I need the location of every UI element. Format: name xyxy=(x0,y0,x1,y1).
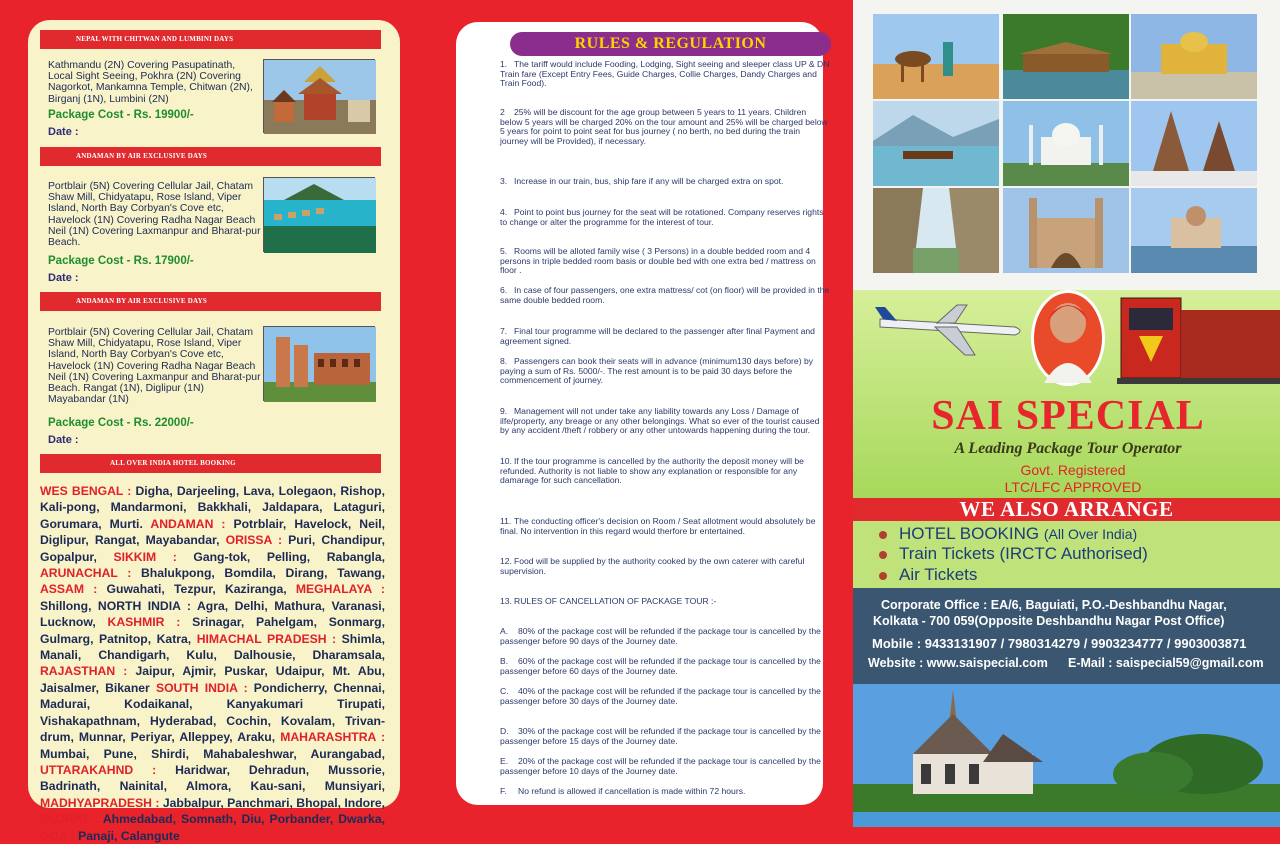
charminar-photo xyxy=(1003,188,1129,273)
rule-item xyxy=(500,687,830,706)
left-panel xyxy=(0,0,425,843)
hotel-destination-list xyxy=(40,483,385,844)
bullet-icon xyxy=(879,572,887,580)
rule-number: 6. xyxy=(500,285,508,295)
rule-text: Food will be supplied by the authority cooked by the own caterer with careful supervision. xyxy=(500,556,805,576)
nepal-temple-photo xyxy=(263,59,375,133)
govt-registered-text: Govt. Registered xyxy=(1020,462,1126,478)
state-label: HIMACHAL PRADESH : xyxy=(196,631,342,646)
website-link[interactable]: Website : www.saispecial.com xyxy=(868,656,1048,670)
rule-number: C. xyxy=(500,686,509,696)
mobile-numbers: Mobile : 9433131907 / 7980314279 / 9903234777 / 9903003871 xyxy=(872,636,1247,651)
rule-item xyxy=(500,727,830,746)
rules-title: RULES & REGULATION xyxy=(510,32,831,56)
package-cost: Package Cost - Rs. 19900/- xyxy=(48,109,194,121)
state-label: MADHYAPRADESH : xyxy=(40,795,163,810)
state-label: ANDAMAN : xyxy=(150,516,234,531)
package-date: Date : xyxy=(48,434,79,446)
right-panel xyxy=(853,0,1280,827)
rule-item xyxy=(500,657,830,676)
train-icon xyxy=(1117,292,1280,392)
destination-names: Jabbalpur, Panchmari, Bhopal, Indore, xyxy=(162,795,385,810)
rule-text: 30% of the package cost will be refunded if the package tour is cancelled by the passenger before 15 days of the Journey date. xyxy=(500,726,821,746)
package-date: Date : xyxy=(48,126,79,138)
destination-names: Potrblair, Havelock, Neil, Diglipur, Rangat, Mayabandar, xyxy=(40,516,386,548)
rule-text: Management will not under take any liability towards any Loss / Damage of ilfe/property, any breage or any other belongings. What so ever of the tourist caused by any accident /theft / robbery or any other untowards happening during the tour. xyxy=(500,406,820,436)
rule-text: 25% will be discount for the age group between 5 years to 11 years. Children below 5 years will be charged 20% on the tour amount and 25% will be charged below 5 years for point to point seat for bus journey ( no berth, no bed during the train journey will be Provided), if necessary. xyxy=(500,107,828,146)
destination-names: Mumbai, Pune, Shirdi, Mahabaleshwar, Aurangabad, xyxy=(40,746,385,761)
package-description: Portblair (5N) Covering Cellular Jail, Chatam Shaw Mill, Chidyatapu, Rose Island, Viper Island, North Bay Corbyan's Cove etc, Havelock (1N) Covering Radha Nagar Beach Neil (1N) Covering Laxmanpur and Bharat-pur Beach. Rangat (1N), Diglipur (1N) Mayabandar (1N) xyxy=(48,327,261,406)
destination-names: Shillong, NORTH INDIA : Agra, Delhi, Mathura, Varanasi, Lucknow, xyxy=(40,598,385,630)
desert-camel-photo xyxy=(873,14,999,99)
rule-number: B. xyxy=(500,656,509,666)
rule-item xyxy=(500,757,830,776)
state-label: GOA : xyxy=(40,828,79,843)
state-label: ARUNACHAL : xyxy=(40,566,141,581)
thai-temple-photo xyxy=(853,684,1280,827)
destination-names: Shimla, Manali, Chandigarh, Kulu, Dalhousie, Dharamsala, xyxy=(40,631,385,663)
destinations-collage xyxy=(853,0,1280,290)
destination-names: Haridwar, Dehradun, Mussorie, Badrinath, Nainital, Almora, Kau-sani, Munsiyari, xyxy=(40,762,386,794)
sai-baba-portrait xyxy=(1031,290,1105,386)
state-label: ORISSA : xyxy=(225,533,289,548)
destination-names: Bhalukpong, Bomdila, Dirang, Tawang, xyxy=(140,566,385,581)
airplane-icon xyxy=(875,297,1025,357)
package-cost: Package Cost - Rs. 17900/- xyxy=(48,255,194,267)
rule-number: A. xyxy=(500,626,509,636)
rule-item xyxy=(500,517,830,536)
destination-names: Panaji, Calangute xyxy=(78,828,180,843)
cellular-jail-photo xyxy=(263,326,375,401)
package-description: Portblair (5N) Covering Cellular Jail, Chatam Shaw Mill, Chidyatapu, Rose Island, Viper Island, North Bay Corbyan's Cove etc, Havelock (1N) Covering Radha Nagar Beach Neil (1N) Covering Laxmanpur and Bharat-pur Beach. xyxy=(48,181,261,249)
arrange-item-air: Air Tickets xyxy=(879,565,977,585)
bullet-icon xyxy=(879,551,887,559)
rule-number: E. xyxy=(500,756,509,766)
rule-text: 20% of the package cost will be refunded if the package tour is cancelled by the passenger before 10 days of the Journey date. xyxy=(500,756,821,776)
gorge-photo xyxy=(873,188,999,273)
rule-number: 4. xyxy=(500,207,508,217)
state-label: GUJRAT : xyxy=(40,812,103,827)
destination-names: Digha, Darjeeling, Lava, Lolegaon, Rishop, Kali-pong, Mandarmoni, Bakkhali, Jaldapara, Lataguri, Gorumara, Murti. xyxy=(40,484,386,531)
rule-item xyxy=(500,597,830,607)
destination-names: Guwahati, Tezpur, Kaziranga, xyxy=(106,582,296,597)
konark-temple-photo xyxy=(1131,101,1257,186)
rule-number: 7. xyxy=(500,326,508,336)
rule-number: 5. xyxy=(500,246,508,256)
rule-text: Increase in our train, bus, ship fare if any will be charged extra on spot. xyxy=(514,176,784,186)
rule-number: F. xyxy=(500,786,507,796)
rule-number: D. xyxy=(500,726,509,736)
destination-names: Ahmedabad, Somnath, Diu, Porbander, Dwarka, xyxy=(102,812,385,827)
bullet-icon xyxy=(879,531,887,539)
rule-item xyxy=(500,407,830,436)
houseboat-photo xyxy=(1003,14,1129,99)
rule-text: 60% of the package cost will be refunded if the package tour is cancelled by the passenger before 60 days of the Journey date. xyxy=(500,656,821,676)
package-band-andaman: ANDAMAN BY AIR EXCLUSIVE DAYS xyxy=(40,147,381,166)
rule-text: 80% of the package cost will be refunded if the package tour is cancelled by the passenger before 90 days of the Journey date. xyxy=(500,626,821,646)
rule-text: The tariff would include Fooding, Lodging, Sight seeing and sleeper class UP & DN Train fare (Except Entry Fees, Guide Charges, Collie Charges, Dandy Charges and Train Food). xyxy=(500,59,830,89)
rule-item xyxy=(500,208,830,227)
rule-item xyxy=(500,108,830,146)
rule-number: 13. xyxy=(500,596,512,606)
package-date: Date : xyxy=(48,272,79,284)
state-label: RAJASTHAN : xyxy=(40,664,136,679)
destination-names: Pondicherry, Chennai, Madurai, Kodaikanal, Kanyakumari Tirupati, Vishakapathnam, Hyderabad, Cochin, Kovalam, Trivan-drum, Munnar, Periyar, Alleppey, Araku, xyxy=(40,680,385,745)
office-address-line1: Corporate Office : EA/6, Baguiati, P.O.-Deshbandhu Nagar, xyxy=(881,598,1227,612)
rule-item xyxy=(500,787,830,797)
package-band-andaman: ANDAMAN BY AIR EXCLUSIVE DAYS xyxy=(40,292,381,311)
ltc-approved-text: LTC/LFC APPROVED xyxy=(1004,479,1142,495)
state-label: MAHARASHTRA : xyxy=(280,730,385,745)
rule-number: 10. xyxy=(500,456,512,466)
package-description: Kathmandu (2N) Covering Pasupatinath, Local Sight Seeing, Pokhra (2N) Covering Nagorkot, Mankamna Temple, Chitwan (2N), Birganj (1N), Lumbini (2N) xyxy=(48,60,253,105)
office-address-line2: Kolkata - 700 059(Opposite Deshbandhu Nagar Post Office) xyxy=(873,614,1225,628)
rule-text: No refund is allowed if cancellation is made within 72 hours. xyxy=(518,786,746,796)
rule-number: 1. xyxy=(500,59,508,69)
rule-text: Point to point bus journey for the seat will be rotationed. Company reserves rights to change or alter the programme for the interest of tour. xyxy=(500,207,824,227)
golden-temple-photo xyxy=(1131,14,1257,99)
arrange-item-train: Train Tickets (IRCTC Authorised) xyxy=(879,544,1148,564)
middle-panel xyxy=(425,0,853,827)
rule-number: 3. xyxy=(500,176,508,186)
beach-resort-photo xyxy=(263,177,375,252)
rule-item xyxy=(500,557,830,576)
rule-number: 9. xyxy=(500,406,508,416)
state-label: SOUTH INDIA : xyxy=(155,680,254,695)
rule-text: Passengers can book their seats will in advance (minimum130 days before) by paying a sum of Rs. 5000/-. The rest amount is to be paid 30 days before the commencement of journey. xyxy=(500,356,814,386)
rule-item xyxy=(500,327,830,346)
state-label: ASSAM : xyxy=(40,582,107,597)
destination-names: Srinagar, Pahelgam, Sonmarg, Gulmarg, Patnitop, Katra, xyxy=(40,615,385,646)
state-label: UTTARAKAHND : xyxy=(40,762,176,777)
rule-item xyxy=(500,457,830,486)
rule-text: In case of four passengers, one extra mattress/ cot (on floor) will be provided in the same double bedded room. xyxy=(500,285,830,305)
rule-item xyxy=(500,60,830,89)
rule-text: RULES OF CANCELLATION OF PACKAGE TOUR :- xyxy=(514,596,717,606)
state-label: SIKKIM : xyxy=(113,549,194,564)
brand-tagline: A Leading Package Tour Operator xyxy=(954,440,1182,457)
rule-number: 11. xyxy=(500,516,512,526)
rule-text: The conducting officer's decision on Room / Seat allotment would absolutely be final. No intervention in this regard would therfore br entertained. xyxy=(500,516,816,536)
hotel-booking-band: ALL OVER INDIA HOTEL BOOKING xyxy=(40,454,381,473)
rule-number: 8. xyxy=(500,356,508,366)
rule-text: If the tour programme is cancelled by the authority the deposit money will be refunded. Authority is not liable to show any explanation or responsible for any damarage for such cancellation. xyxy=(500,456,804,486)
destination-names: Gang-tok, Pelling, Rabangla, xyxy=(193,549,385,564)
state-label: MEGHALAYA : xyxy=(295,582,385,597)
rule-number: 2 xyxy=(500,107,505,117)
rule-text: Rooms will be alloted family wise ( 3 Persons) in a double bedded room and 4 persons in triple bedded room basis or double bed with one extra bed / mattress on floor . xyxy=(500,246,816,276)
rules-card xyxy=(456,22,830,805)
rule-item xyxy=(500,286,830,305)
contact-block xyxy=(853,588,1280,684)
package-band-nepal: NEPAL WITH CHITWAN AND LUMBINI DAYS xyxy=(40,30,381,49)
vivekananda-rock-photo xyxy=(1131,188,1257,273)
state-label: WES BENGAL : xyxy=(40,484,136,498)
arrange-item-hotel: HOTEL BOOKING (All Over India) xyxy=(879,524,1137,544)
taj-mahal-photo xyxy=(1003,101,1129,186)
brand-title: SAI SPECIAL xyxy=(931,393,1205,439)
rule-item xyxy=(500,177,830,187)
rule-number: 12. xyxy=(500,556,512,566)
state-label: KASHMIR : xyxy=(107,615,193,630)
rule-item xyxy=(500,627,830,646)
arrange-band: WE ALSO ARRANGE xyxy=(853,498,1280,521)
package-cost: Package Cost - Rs. 22000/- xyxy=(48,417,194,429)
dal-lake-shikara-photo xyxy=(873,101,999,186)
rule-text: Final tour programme will be declared to the passenger after final Payment and agreement signed. xyxy=(500,326,815,346)
destination-names: Jaipur, Ajmir, Puskar, Udaipur, Mt. Abu, Jaisalmer, Bikaner xyxy=(40,664,385,695)
rule-item xyxy=(500,247,830,276)
rule-text: 40% of the package cost will be refunded if the package tour is cancelled by the passenger before 30 days of the Journey date. xyxy=(500,686,821,706)
email-link[interactable]: E-Mail : saispecial59@gmail.com xyxy=(1068,656,1264,670)
destination-names: Puri, Chandipur, Gopalpur, xyxy=(40,533,386,564)
rule-item xyxy=(500,357,830,386)
